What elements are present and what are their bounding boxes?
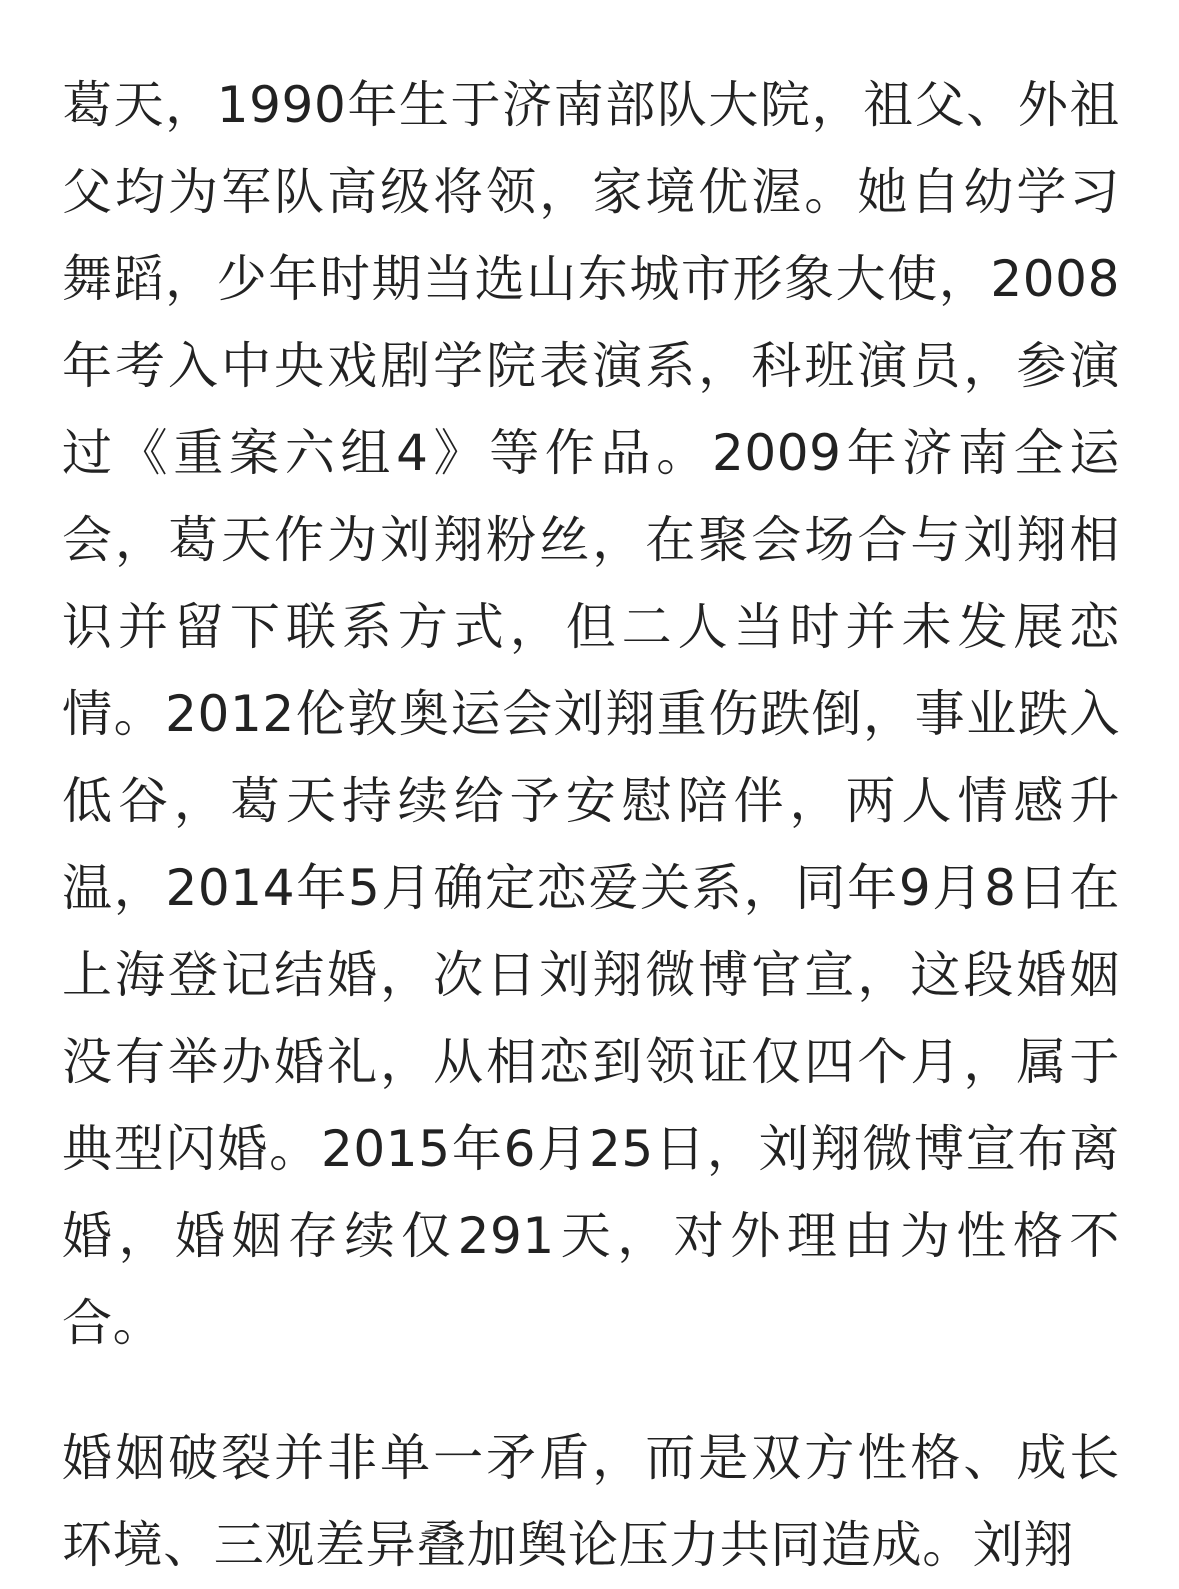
article-paragraph-2: 婚姻破裂并非单一矛盾，而是双方性格、成长环境、三观差异叠加舆论压力共同造成。刘翔 [62,1429,1120,1574]
article-body [62,62,1120,1589]
article-paragraph-1: 葛天，1990年生于济南部队大院，祖父、外祖父均为军队高级将领，家境优渥。她自幼学习舞蹈，少年时期当选山东城市形象大使，2008年考入中央戏剧学院表演系，科班演员，参演过《重案六组4》等作品。2009年济南全运会，葛天作为刘翔粉丝，在聚会场合与刘翔相识并留下联系方式，但二人当时并未发展恋情。2012伦敦奥运会刘翔重伤跌倒，事业跌入低谷，葛天持续给予安慰陪伴，两人情感升温，2014年5月确定恋爱关系，同年9月8日在上海登记结婚，次日刘翔微博官宣，这段婚姻没有举办婚礼，从相恋到领证仅四个月，属于典型闪婚。2015年6月25日，刘翔微博宣布离婚，婚姻存续仅291天，对外理由为性格不合。 [62,76,1120,1352]
